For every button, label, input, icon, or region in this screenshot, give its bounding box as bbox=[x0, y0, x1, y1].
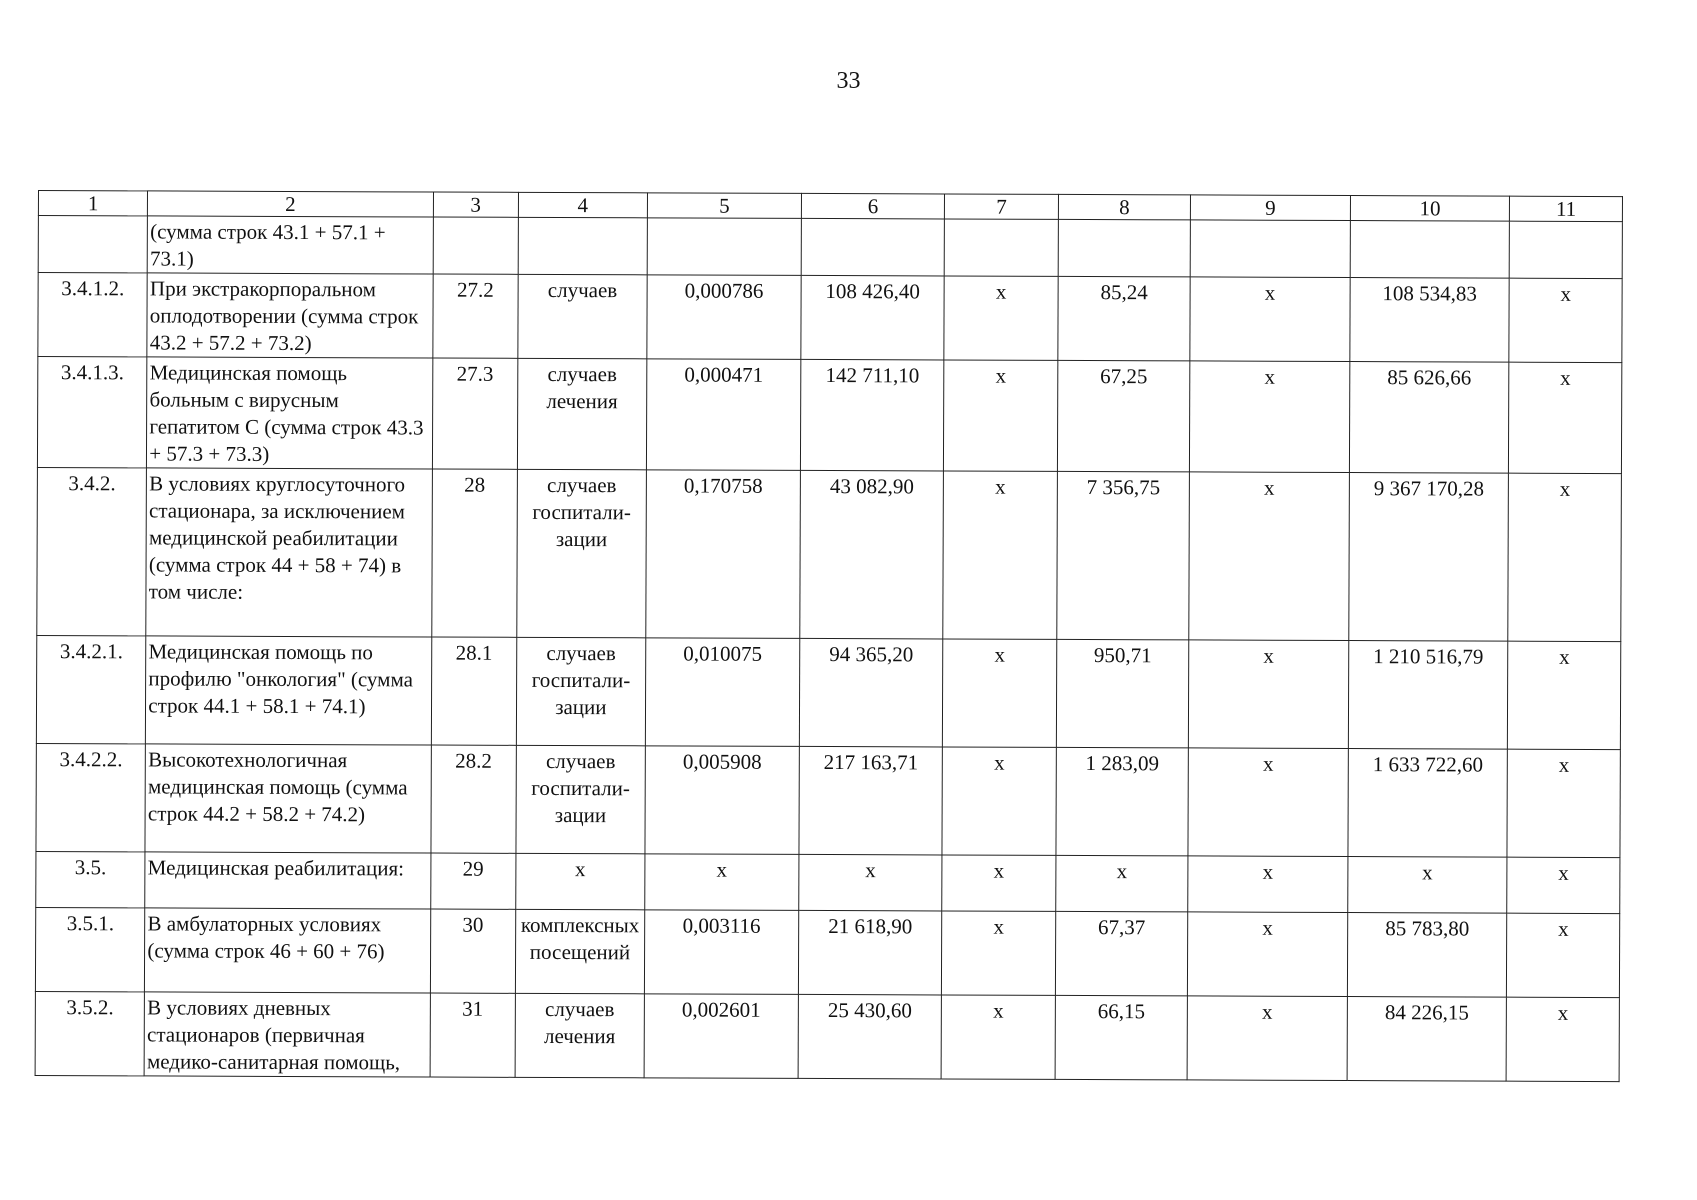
row-number: 3.5.2. bbox=[35, 991, 145, 1075]
table-row bbox=[35, 907, 1619, 997]
row-col6: 108 426,40 bbox=[801, 275, 945, 360]
row-col10: 108 534,83 bbox=[1350, 278, 1510, 363]
row-col5: х bbox=[645, 854, 799, 911]
row-col9: х bbox=[1189, 472, 1349, 641]
row-line: 28.2 bbox=[431, 745, 517, 853]
row-name: В условиях дневных стационаров (первичная медико-санитарная помощь, bbox=[144, 992, 430, 1077]
table-row bbox=[38, 216, 1622, 279]
row-col11 bbox=[1510, 221, 1623, 278]
row-unit: случаев госпитали-зации bbox=[516, 637, 645, 745]
row-name: (сумма строк 43.1 + 57.1 + 73.1) bbox=[147, 216, 433, 274]
row-col9: х bbox=[1188, 856, 1348, 913]
row-col6: 94 365,20 bbox=[799, 638, 943, 747]
table-row bbox=[36, 743, 1620, 857]
row-number bbox=[38, 216, 148, 273]
row-col10: 84 226,15 bbox=[1347, 997, 1507, 1082]
table-row bbox=[36, 851, 1620, 913]
row-number: 3.4.2.2. bbox=[36, 743, 146, 851]
row-col8 bbox=[1058, 219, 1190, 277]
header-cell: 4 bbox=[518, 192, 647, 217]
header-cell: 10 bbox=[1350, 196, 1510, 222]
row-col11: х bbox=[1508, 641, 1621, 749]
row-col9: х bbox=[1189, 640, 1349, 749]
row-name: Медицинская помощь по профилю "онкология" (сумма строк 44.1 + 58.1 + 74.1) bbox=[146, 636, 432, 745]
row-col7: х bbox=[944, 276, 1058, 360]
row-col10: 85 626,66 bbox=[1349, 362, 1509, 474]
row-number: 3.4.1.3. bbox=[37, 357, 147, 468]
row-col7: х bbox=[942, 855, 1056, 911]
row-col5: 0,000786 bbox=[647, 275, 801, 360]
row-line: 31 bbox=[430, 993, 516, 1077]
row-col5: 0,003116 bbox=[644, 910, 798, 995]
row-line: 27.3 bbox=[432, 358, 518, 469]
row-col9: х bbox=[1187, 996, 1347, 1081]
row-col11: х bbox=[1509, 362, 1622, 473]
data-table bbox=[35, 190, 1623, 1082]
header-cell: 2 bbox=[148, 191, 433, 217]
row-col6: 25 430,60 bbox=[798, 994, 942, 1079]
row-line: 27.2 bbox=[432, 274, 518, 358]
table-row bbox=[37, 467, 1622, 641]
row-col7: х bbox=[942, 747, 1056, 855]
row-col11: х bbox=[1507, 857, 1620, 913]
header-cell: 5 bbox=[647, 193, 801, 219]
row-number: 3.5. bbox=[36, 851, 146, 907]
row-col7: х bbox=[941, 995, 1055, 1079]
row-col5: 0,005908 bbox=[645, 746, 800, 855]
row-col8: 1 283,09 bbox=[1056, 747, 1189, 856]
table-row bbox=[37, 357, 1621, 474]
row-col7: х bbox=[943, 471, 1057, 639]
row-col10: 85 783,80 bbox=[1347, 913, 1507, 998]
row-unit: х bbox=[516, 853, 645, 909]
row-col10: 9 367 170,28 bbox=[1349, 473, 1509, 642]
row-col7: х bbox=[942, 911, 1056, 995]
row-col9: х bbox=[1190, 361, 1350, 473]
row-col8: 85,24 bbox=[1058, 276, 1191, 361]
header-cell: 6 bbox=[801, 193, 944, 219]
row-name: Высокотехнологичная медицинская помощь (сумма строк 44.2 + 58.2 + 74.2) bbox=[145, 744, 431, 853]
row-line: 28 bbox=[431, 469, 517, 637]
row-col7: х bbox=[944, 360, 1058, 471]
row-line bbox=[433, 217, 518, 274]
row-line: 29 bbox=[430, 853, 515, 909]
row-col6: 142 711,10 bbox=[800, 359, 944, 471]
row-col10 bbox=[1350, 221, 1510, 279]
row-name: В амбулаторных условиях (сумма строк 46 + 60 + 76) bbox=[145, 908, 431, 993]
table-row bbox=[36, 635, 1620, 749]
table-row bbox=[38, 273, 1622, 363]
row-col6: 21 618,90 bbox=[798, 910, 942, 995]
row-number: 3.5.1. bbox=[35, 907, 145, 991]
header-cell: 9 bbox=[1191, 195, 1351, 221]
row-number: 3.4.2.1. bbox=[36, 635, 146, 743]
row-col10: 1 633 722,60 bbox=[1348, 749, 1508, 858]
header-cell: 11 bbox=[1510, 196, 1623, 221]
row-col5 bbox=[647, 218, 801, 276]
header-cell: 7 bbox=[945, 194, 1059, 219]
row-col11: х bbox=[1509, 278, 1622, 362]
row-line: 30 bbox=[430, 909, 516, 993]
row-col7 bbox=[944, 219, 1058, 276]
row-col8: 950,71 bbox=[1056, 639, 1189, 748]
row-col10: х bbox=[1347, 857, 1507, 914]
row-col9: х bbox=[1190, 277, 1350, 362]
header-cell: 8 bbox=[1058, 194, 1190, 220]
table-row bbox=[35, 991, 1619, 1081]
row-col8: х bbox=[1056, 855, 1188, 912]
row-col8: 7 356,75 bbox=[1057, 471, 1190, 640]
row-col7: х bbox=[943, 639, 1057, 747]
row-col6: 43 082,90 bbox=[800, 470, 944, 639]
row-col8: 67,37 bbox=[1055, 911, 1188, 996]
row-number: 3.4.2. bbox=[37, 467, 147, 635]
row-col11: х bbox=[1507, 749, 1620, 857]
header-cell: 3 bbox=[433, 192, 518, 217]
header-cell: 1 bbox=[38, 191, 147, 216]
row-name: В условиях круглосуточного стационара, за исключением медицинской реабилитации (сумма строк 44 + 58 + 74) в том числе: bbox=[146, 468, 432, 637]
table-container bbox=[35, 190, 1623, 1082]
row-unit: случаев госпитали-зации bbox=[517, 469, 647, 637]
row-col5: 0,170758 bbox=[646, 470, 801, 639]
row-number: 3.4.1.2. bbox=[38, 273, 148, 357]
row-col5: 0,002601 bbox=[644, 994, 798, 1079]
row-col6 bbox=[801, 218, 944, 276]
row-col8: 66,15 bbox=[1055, 995, 1188, 1080]
row-unit: комплексных посещений bbox=[515, 909, 644, 993]
row-line: 28.1 bbox=[431, 637, 517, 745]
row-col8: 67,25 bbox=[1057, 360, 1190, 472]
row-col6: х bbox=[799, 854, 942, 911]
row-col9 bbox=[1190, 220, 1350, 278]
row-col11: х bbox=[1506, 997, 1619, 1081]
row-name: При экстракорпоральном оплодотворении (сумма строк 43.2 + 57.2 + 73.2) bbox=[147, 273, 433, 358]
row-unit: случаев госпитали-зации bbox=[516, 745, 645, 853]
row-col11: х bbox=[1507, 913, 1620, 997]
row-col10: 1 210 516,79 bbox=[1348, 641, 1508, 750]
row-unit bbox=[518, 217, 647, 274]
row-col9: х bbox=[1188, 912, 1348, 997]
row-col9: х bbox=[1188, 748, 1348, 857]
row-col11: х bbox=[1508, 473, 1621, 641]
row-col6: 217 163,71 bbox=[799, 746, 943, 855]
row-name: Медицинская помощь больным с вирусным гепатитом С (сумма строк 43.3 + 57.3 + 73.3) bbox=[147, 357, 433, 469]
row-unit: случаев лечения bbox=[517, 358, 646, 469]
row-col5: 0,010075 bbox=[645, 638, 800, 747]
row-unit: случаев bbox=[518, 274, 647, 358]
page-number: 33 bbox=[836, 68, 861, 94]
row-name: Медицинская реабилитация: bbox=[145, 852, 431, 909]
row-unit: случаев лечения bbox=[515, 993, 644, 1077]
row-col5: 0,000471 bbox=[646, 359, 801, 471]
